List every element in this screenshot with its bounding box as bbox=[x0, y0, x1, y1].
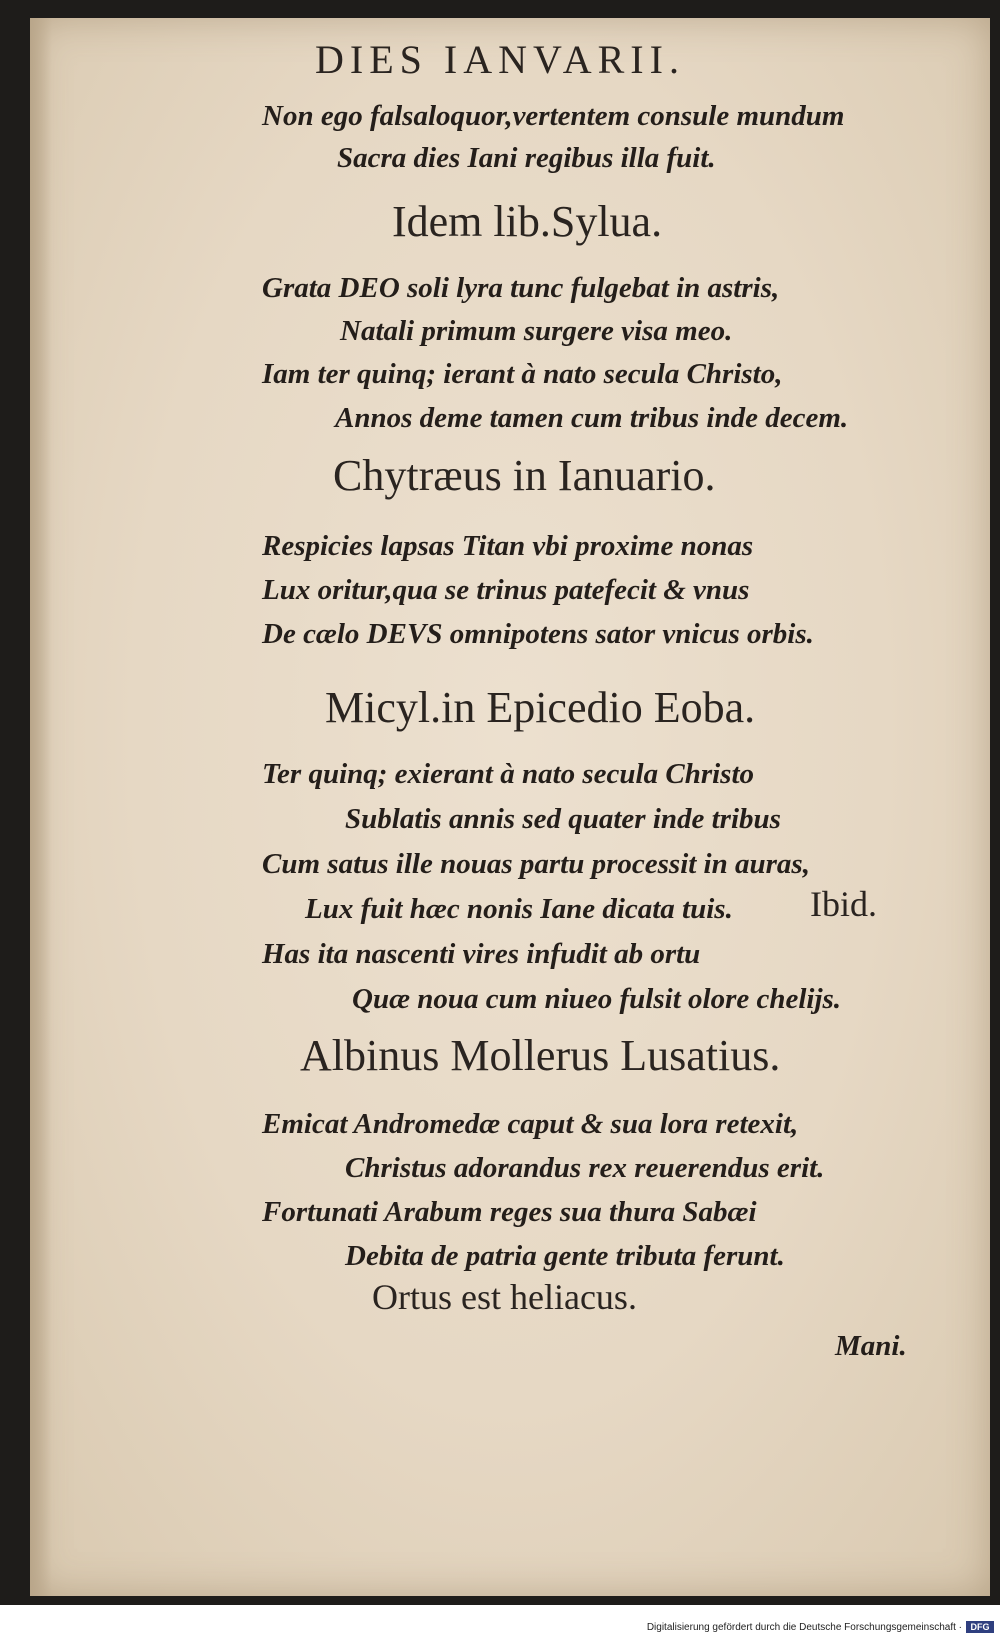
section-heading: Micyl.in Epicedio Eoba. bbox=[325, 683, 756, 732]
verse-line: De cælo DEVS omnipotens sator vnicus orbis. bbox=[262, 618, 814, 650]
verse-line: Quæ noua cum niueo fulsit olore chelijs. bbox=[352, 983, 842, 1015]
catchword: Mani. bbox=[835, 1330, 907, 1362]
verse-line: Has ita nascenti vires infudit ab ortu bbox=[262, 938, 701, 970]
running-header: DIES IANVARII. bbox=[315, 37, 685, 82]
verse-line: Debita de patria gente tributa ferunt. bbox=[345, 1240, 785, 1272]
verse-line: Ter quinq; exierant à nato secula Christo bbox=[262, 758, 755, 790]
dfg-logo: DFG bbox=[966, 1621, 994, 1633]
verse-line: Annos deme tamen cum tribus inde decem. bbox=[335, 402, 849, 434]
section-heading: Idem lib.Sylua. bbox=[392, 197, 663, 246]
verse-line: Non ego falsaloquor,vertentem consule mundum bbox=[262, 100, 845, 132]
verse-line: Grata DEO soli lyra tunc fulgebat in astris, bbox=[262, 272, 780, 304]
verse-line: Respicies lapsas Titan vbi proxime nonas bbox=[262, 530, 754, 562]
verse-line: Sublatis annis sed quater inde tribus bbox=[345, 803, 781, 835]
verse-line: Cum satus ille nouas partu processit in auras, bbox=[262, 848, 810, 880]
verse-line: Natali primum surgere visa meo. bbox=[340, 315, 733, 347]
section-heading: Ortus est heliacus. bbox=[372, 1277, 637, 1317]
verse-line: Fortunati Arabum reges sua thura Sabæi bbox=[262, 1196, 757, 1228]
verse-line: Emicat Andromedæ caput & sua lora retexit, bbox=[262, 1108, 799, 1140]
funding-credit: Digitalisierung gefördert durch die Deutsche Forschungsgemeinschaft · bbox=[646, 1622, 962, 1633]
verse-line: Iam ter quinq; ierant à nato secula Christo, bbox=[262, 358, 783, 390]
section-heading: Ibid. bbox=[810, 884, 877, 924]
verse-line: Lux oritur,qua se trinus patefecit & vnus bbox=[262, 574, 750, 606]
page-gutter-shadow bbox=[30, 18, 52, 1596]
verse-line: Lux fuit hæc nonis Iane dicata tuis. bbox=[305, 893, 733, 925]
section-heading: Chytræus in Ianuario. bbox=[333, 451, 716, 500]
verse-line: Sacra dies Iani regibus illa fuit. bbox=[337, 142, 716, 174]
verse-line: Christus adorandus rex reuerendus erit. bbox=[345, 1152, 825, 1184]
section-heading: Albinus Mollerus Lusatius. bbox=[300, 1031, 781, 1080]
